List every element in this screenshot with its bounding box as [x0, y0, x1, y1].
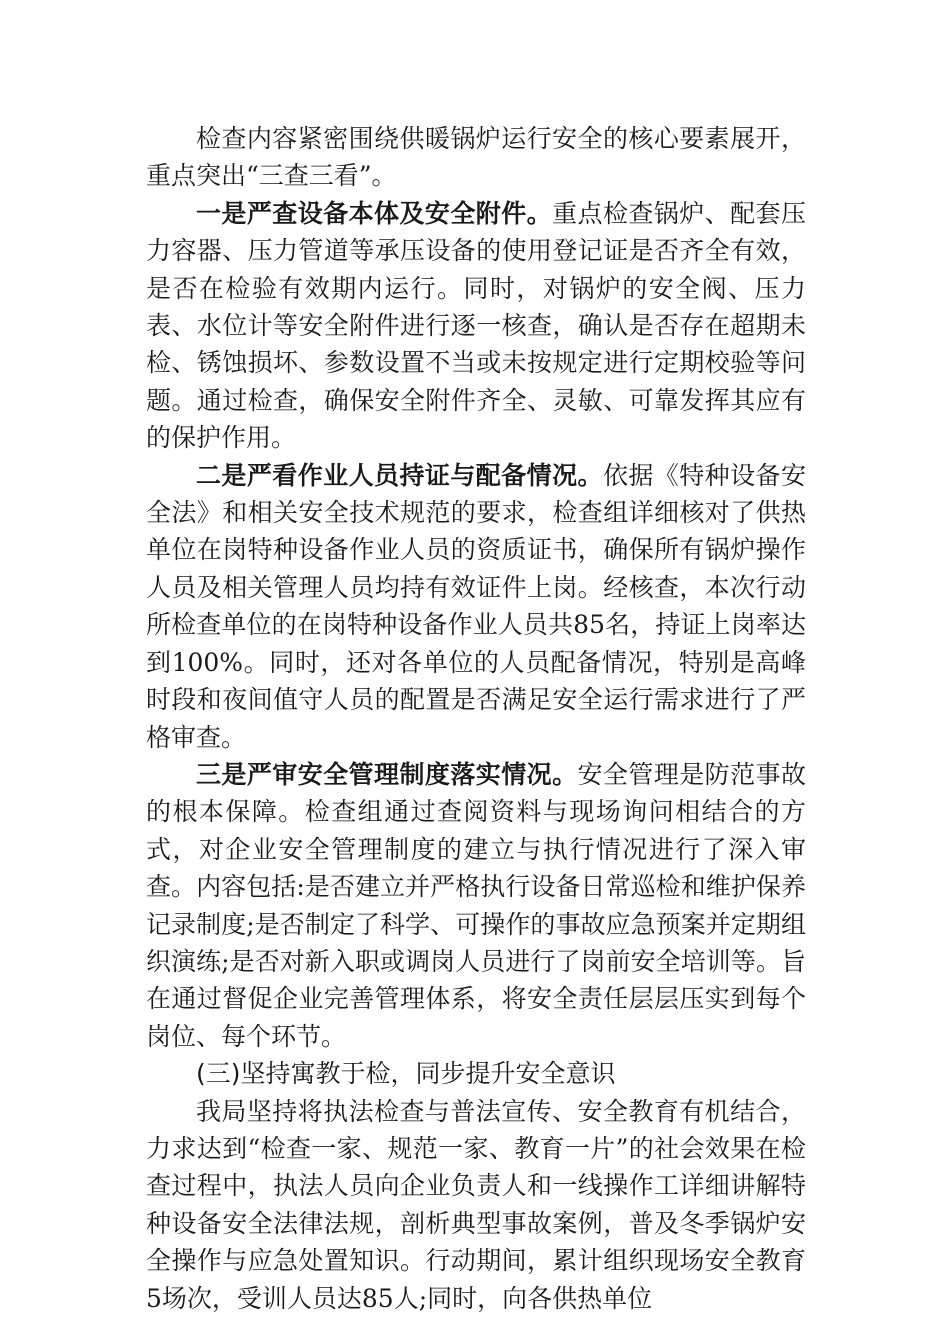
paragraph-personnel-lead: 二是严看作业人员持证与配备情况。	[196, 460, 603, 490]
paragraph-education	[146, 1093, 806, 1317]
paragraph-education-text: 我局坚持将执法检查与普法宣传、安全教育有机结合，力求达到“检查一家、规范一家、教育一片”的社会效果在检查过程中，执法人员向企业负责人和一线操作工详细讲解特种设备安全法律法规，剖析典型事故案例，普及冬季锅炉安全操作与应急处置知识。行动期间，累计组织现场安全教育5场次，受训人员达85人;同时，向各供热单位	[146, 1096, 806, 1313]
paragraph-equipment-body: 重点检查锅炉、配套压力容器、压力管道等承压设备的使用登记证是否齐全有效，是否在检验有效期内运行。同时，对锅炉的安全阀、压力表、水位计等安全附件进行逐一核查，确认是否存在超期未检、锈蚀损坏、参数设置不当或未按规定进行定期校验等问题。通过检查，确保安全附件齐全、灵敏、可靠发挥其应有的保护作用。	[146, 198, 806, 453]
paragraph-equipment-lead: 一是严查设备本体及安全附件。	[196, 198, 553, 228]
paragraph-management-check	[146, 756, 806, 1055]
section-heading-three	[146, 1055, 806, 1092]
paragraph-equipment-check	[146, 195, 806, 457]
document-page	[146, 120, 806, 1317]
section-heading-three-text: (三)坚持寓教于检，同步提升安全意识	[196, 1059, 616, 1089]
paragraph-management-body: 安全管理是防范事故的根本保障。检查组通过查阅资料与现场询问相结合的方式，对企业安全管理制度的建立与执行情况进行了深入审查。内容包括:是否建立并严格执行设备日常巡检和维护保养记录制度;是否制定了科学、可操作的事故应急预案并定期组织演练;是否对新入职或调岗人员进行了岗前安全培训等。旨在通过督促企业完善管理体系，将安全责任层层压实到每个岗位、每个环节。	[146, 759, 806, 1051]
paragraph-personnel-check	[146, 457, 806, 756]
paragraph-management-lead: 三是严审安全管理制度落实情况。	[196, 759, 578, 789]
paragraph-personnel-body: 依据《特种设备安全法》和相关安全技术规范的要求，检查组详细核对了供热单位在岗特种设备作业人员的资质证书，确保所有锅炉操作人员及相关管理人员均持有效证件上岗。经核查，本次行动所检查单位的在岗特种设备作业人员共85名，持证上岗率达到100%。同时，还对各单位的人员配备情况，特别是高峰时段和夜间值守人员的配置是否满足安全运行需求进行了严格审查。	[146, 460, 806, 752]
paragraph-intro-text: 检查内容紧密围绕供暖锅炉运行安全的核心要素展开，重点突出“三查三看”。	[146, 124, 806, 191]
paragraph-intro	[146, 120, 806, 195]
